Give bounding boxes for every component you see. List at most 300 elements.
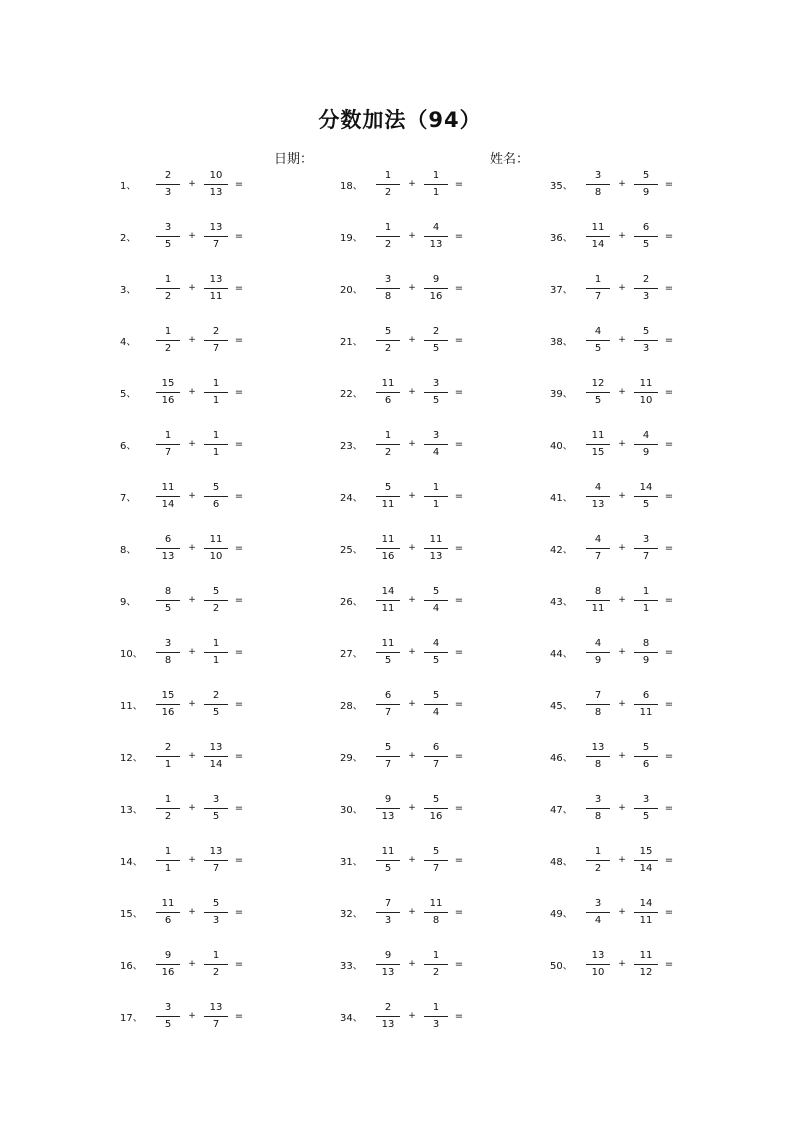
fraction-bar xyxy=(586,860,610,861)
fraction-bar xyxy=(586,340,610,341)
equals-sign: = xyxy=(234,230,244,242)
plus-sign: + xyxy=(188,179,196,189)
fraction-bar xyxy=(424,444,448,445)
problem-item xyxy=(340,210,540,262)
equals-sign: = xyxy=(234,750,244,762)
denominator: 9 xyxy=(594,654,602,666)
plus-sign: + xyxy=(408,1011,416,1021)
numerator: 9 xyxy=(164,949,172,961)
denominator: 7 xyxy=(212,862,220,874)
fraction-a xyxy=(154,430,182,459)
equals-sign: = xyxy=(664,646,674,658)
plus-sign: + xyxy=(618,491,626,501)
plus-sign: + xyxy=(408,699,416,709)
denominator: 2 xyxy=(432,966,440,978)
fraction-bar xyxy=(204,236,228,237)
numerator: 1 xyxy=(164,793,172,805)
numerator: 1 xyxy=(384,169,392,181)
problem-column-3 xyxy=(550,158,750,990)
equals-sign: = xyxy=(454,334,464,346)
problem-item xyxy=(550,366,750,418)
problem-number: 50、 xyxy=(550,960,573,972)
denominator: 13 xyxy=(429,238,443,250)
numerator: 8 xyxy=(642,637,650,649)
numerator: 5 xyxy=(432,689,440,701)
numerator: 4 xyxy=(594,533,602,545)
problem-number: 13、 xyxy=(120,804,143,816)
fraction-b xyxy=(202,274,230,303)
equals-sign: = xyxy=(454,802,464,814)
denominator: 16 xyxy=(429,810,443,822)
problem-number: 24、 xyxy=(340,492,363,504)
problem-item xyxy=(120,366,320,418)
problem-number: 11、 xyxy=(120,700,143,712)
fraction-a xyxy=(374,794,402,823)
denominator: 7 xyxy=(432,758,440,770)
fraction-b xyxy=(422,950,450,979)
numerator: 1 xyxy=(594,273,602,285)
equals-sign: = xyxy=(454,282,464,294)
numerator: 3 xyxy=(384,273,392,285)
equals-sign: = xyxy=(454,542,464,554)
denominator: 11 xyxy=(639,914,653,926)
plus-sign: + xyxy=(618,179,626,189)
fraction-bar xyxy=(634,392,658,393)
plus-sign: + xyxy=(408,907,416,917)
equals-sign: = xyxy=(454,1010,464,1022)
fraction-bar xyxy=(586,600,610,601)
fraction-bar xyxy=(156,184,180,185)
numerator: 5 xyxy=(432,845,440,857)
problem-column-1 xyxy=(120,158,320,1042)
plus-sign: + xyxy=(618,751,626,761)
fraction-bar xyxy=(156,860,180,861)
fraction-a xyxy=(584,326,612,355)
fraction-a xyxy=(154,742,182,771)
fraction-b xyxy=(422,430,450,459)
fraction-a xyxy=(374,430,402,459)
numerator: 5 xyxy=(212,481,220,493)
denominator: 5 xyxy=(642,498,650,510)
fraction-b xyxy=(632,378,660,407)
denominator: 10 xyxy=(591,966,605,978)
denominator: 13 xyxy=(381,966,395,978)
denominator: 8 xyxy=(164,654,172,666)
equals-sign: = xyxy=(234,906,244,918)
problem-number: 23、 xyxy=(340,440,363,452)
fraction-a xyxy=(374,1002,402,1031)
numerator: 9 xyxy=(384,793,392,805)
fraction-a xyxy=(154,170,182,199)
fraction-bar xyxy=(156,236,180,237)
fraction-bar xyxy=(586,964,610,965)
numerator: 5 xyxy=(642,325,650,337)
equals-sign: = xyxy=(664,854,674,866)
numerator: 11 xyxy=(161,481,175,493)
numerator: 11 xyxy=(639,949,653,961)
problem-item xyxy=(550,574,750,626)
plus-sign: + xyxy=(408,751,416,761)
fraction-a xyxy=(154,638,182,667)
denominator: 7 xyxy=(594,550,602,562)
problem-item xyxy=(340,470,540,522)
denominator: 4 xyxy=(432,602,440,614)
equals-sign: = xyxy=(234,178,244,190)
fraction-a xyxy=(374,274,402,303)
numerator: 4 xyxy=(594,481,602,493)
equals-sign: = xyxy=(664,230,674,242)
numerator: 11 xyxy=(161,897,175,909)
plus-sign: + xyxy=(618,959,626,969)
problem-number: 16、 xyxy=(120,960,143,972)
fraction-b xyxy=(202,222,230,251)
problem-item xyxy=(120,522,320,574)
problem-number: 30、 xyxy=(340,804,363,816)
fraction-bar xyxy=(424,912,448,913)
fraction-b xyxy=(422,274,450,303)
equals-sign: = xyxy=(234,1010,244,1022)
fraction-bar xyxy=(424,392,448,393)
problem-number: 17、 xyxy=(120,1012,143,1024)
numerator: 15 xyxy=(161,689,175,701)
numerator: 1 xyxy=(164,325,172,337)
equals-sign: = xyxy=(454,906,464,918)
fraction-bar xyxy=(156,392,180,393)
plus-sign: + xyxy=(618,335,626,345)
problem-item xyxy=(340,938,540,990)
fraction-a xyxy=(154,846,182,875)
fraction-b xyxy=(202,170,230,199)
equals-sign: = xyxy=(234,854,244,866)
fraction-bar xyxy=(376,860,400,861)
numerator: 14 xyxy=(381,585,395,597)
numerator: 14 xyxy=(639,897,653,909)
denominator: 11 xyxy=(381,602,395,614)
numerator: 2 xyxy=(164,169,172,181)
fraction-a xyxy=(584,482,612,511)
fraction-bar xyxy=(376,392,400,393)
denominator: 3 xyxy=(384,914,392,926)
problem-item xyxy=(340,366,540,418)
plus-sign: + xyxy=(618,439,626,449)
problem-item xyxy=(550,626,750,678)
fraction-b xyxy=(202,950,230,979)
denominator: 5 xyxy=(384,862,392,874)
equals-sign: = xyxy=(664,958,674,970)
problem-number: 40、 xyxy=(550,440,573,452)
equals-sign: = xyxy=(234,542,244,554)
fraction-b xyxy=(422,534,450,563)
fraction-b xyxy=(202,430,230,459)
fraction-a xyxy=(584,846,612,875)
fraction-bar xyxy=(586,756,610,757)
numerator: 13 xyxy=(209,845,223,857)
problem-item xyxy=(550,938,750,990)
fraction-b xyxy=(632,274,660,303)
fraction-a xyxy=(374,690,402,719)
fraction-bar xyxy=(634,808,658,809)
plus-sign: + xyxy=(408,231,416,241)
denominator: 8 xyxy=(594,186,602,198)
denominator: 6 xyxy=(212,498,220,510)
fraction-a xyxy=(374,222,402,251)
problem-item xyxy=(550,470,750,522)
denominator: 11 xyxy=(591,602,605,614)
numerator: 9 xyxy=(384,949,392,961)
numerator: 6 xyxy=(432,741,440,753)
fraction-b xyxy=(202,898,230,927)
plus-sign: + xyxy=(618,699,626,709)
problem-number: 35、 xyxy=(550,180,573,192)
fraction-bar xyxy=(156,548,180,549)
equals-sign: = xyxy=(234,594,244,606)
problem-number: 48、 xyxy=(550,856,573,868)
numerator: 2 xyxy=(432,325,440,337)
numerator: 5 xyxy=(642,741,650,753)
fraction-b xyxy=(632,898,660,927)
fraction-a xyxy=(154,1002,182,1031)
denominator: 7 xyxy=(212,342,220,354)
fraction-bar xyxy=(204,184,228,185)
problem-item xyxy=(550,210,750,262)
numerator: 1 xyxy=(432,949,440,961)
problem-item xyxy=(120,470,320,522)
problem-number: 45、 xyxy=(550,700,573,712)
numerator: 8 xyxy=(594,585,602,597)
numerator: 15 xyxy=(639,845,653,857)
numerator: 1 xyxy=(384,221,392,233)
denominator: 5 xyxy=(164,1018,172,1030)
problem-item xyxy=(340,262,540,314)
fraction-a xyxy=(374,482,402,511)
denominator: 2 xyxy=(164,810,172,822)
denominator: 11 xyxy=(639,706,653,718)
fraction-b xyxy=(202,378,230,407)
denominator: 11 xyxy=(381,498,395,510)
equals-sign: = xyxy=(664,178,674,190)
fraction-a xyxy=(584,742,612,771)
equals-sign: = xyxy=(234,646,244,658)
numerator: 11 xyxy=(381,637,395,649)
denominator: 8 xyxy=(594,706,602,718)
fraction-bar xyxy=(156,496,180,497)
problem-number: 29、 xyxy=(340,752,363,764)
plus-sign: + xyxy=(618,803,626,813)
numerator: 2 xyxy=(164,741,172,753)
denominator: 13 xyxy=(381,1018,395,1030)
denominator: 9 xyxy=(642,186,650,198)
fraction-bar xyxy=(634,964,658,965)
problem-number: 36、 xyxy=(550,232,573,244)
equals-sign: = xyxy=(454,958,464,970)
problem-number: 46、 xyxy=(550,752,573,764)
equals-sign: = xyxy=(664,802,674,814)
fraction-b xyxy=(202,1002,230,1031)
numerator: 5 xyxy=(642,169,650,181)
problem-item xyxy=(120,158,320,210)
denominator: 14 xyxy=(161,498,175,510)
fraction-bar xyxy=(634,184,658,185)
numerator: 5 xyxy=(384,741,392,753)
plus-sign: + xyxy=(188,543,196,553)
equals-sign: = xyxy=(454,230,464,242)
fraction-b xyxy=(632,586,660,615)
fraction-bar xyxy=(204,496,228,497)
denominator: 12 xyxy=(639,966,653,978)
denominator: 16 xyxy=(381,550,395,562)
fraction-bar xyxy=(156,964,180,965)
numerator: 9 xyxy=(432,273,440,285)
fraction-bar xyxy=(424,808,448,809)
fraction-bar xyxy=(376,1016,400,1017)
numerator: 4 xyxy=(642,429,650,441)
problem-item xyxy=(550,730,750,782)
numerator: 12 xyxy=(591,377,605,389)
problem-item xyxy=(340,418,540,470)
fraction-bar xyxy=(586,704,610,705)
problem-number: 7、 xyxy=(120,492,137,504)
fraction-bar xyxy=(634,704,658,705)
problem-number: 39、 xyxy=(550,388,573,400)
denominator: 11 xyxy=(209,290,223,302)
plus-sign: + xyxy=(618,647,626,657)
numerator: 11 xyxy=(381,377,395,389)
numerator: 13 xyxy=(591,741,605,753)
denominator: 5 xyxy=(594,394,602,406)
fraction-bar xyxy=(424,704,448,705)
numerator: 3 xyxy=(212,793,220,805)
fraction-bar xyxy=(156,444,180,445)
fraction-bar xyxy=(376,236,400,237)
denominator: 7 xyxy=(432,862,440,874)
problem-number: 26、 xyxy=(340,596,363,608)
fraction-a xyxy=(374,846,402,875)
equals-sign: = xyxy=(234,958,244,970)
fraction-a xyxy=(154,534,182,563)
fraction-a xyxy=(374,378,402,407)
numerator: 1 xyxy=(212,377,220,389)
numerator: 11 xyxy=(429,897,443,909)
problem-item xyxy=(120,886,320,938)
plus-sign: + xyxy=(618,595,626,605)
fraction-a xyxy=(584,950,612,979)
fraction-a xyxy=(584,274,612,303)
fraction-b xyxy=(202,586,230,615)
fraction-a xyxy=(584,794,612,823)
numerator: 11 xyxy=(591,221,605,233)
denominator: 6 xyxy=(384,394,392,406)
denominator: 8 xyxy=(594,758,602,770)
problem-item xyxy=(340,314,540,366)
problem-item xyxy=(340,522,540,574)
problem-number: 42、 xyxy=(550,544,573,556)
equals-sign: = xyxy=(664,334,674,346)
denominator: 13 xyxy=(209,186,223,198)
problem-item xyxy=(340,626,540,678)
fraction-bar xyxy=(424,964,448,965)
denominator: 5 xyxy=(432,394,440,406)
denominator: 5 xyxy=(212,810,220,822)
fraction-bar xyxy=(634,652,658,653)
problem-item xyxy=(340,574,540,626)
problem-number: 25、 xyxy=(340,544,363,556)
numerator: 1 xyxy=(164,273,172,285)
problem-number: 21、 xyxy=(340,336,363,348)
worksheet-title: 分数加法（94） xyxy=(318,108,482,132)
problem-number: 31、 xyxy=(340,856,363,868)
problem-number: 10、 xyxy=(120,648,143,660)
numerator: 2 xyxy=(384,1001,392,1013)
fraction-b xyxy=(202,482,230,511)
fraction-b xyxy=(632,690,660,719)
equals-sign: = xyxy=(454,750,464,762)
fraction-b xyxy=(632,534,660,563)
equals-sign: = xyxy=(454,438,464,450)
equals-sign: = xyxy=(454,490,464,502)
name-label: 姓名： xyxy=(490,152,530,167)
fraction-b xyxy=(422,170,450,199)
fraction-bar xyxy=(586,288,610,289)
fraction-b xyxy=(422,586,450,615)
fraction-bar xyxy=(586,548,610,549)
denominator: 2 xyxy=(384,186,392,198)
numerator: 4 xyxy=(432,221,440,233)
fraction-bar xyxy=(634,236,658,237)
fraction-bar xyxy=(424,236,448,237)
date-label: 日期： xyxy=(274,152,314,167)
denominator: 5 xyxy=(642,238,650,250)
problem-item xyxy=(120,730,320,782)
fraction-bar xyxy=(634,548,658,549)
problem-number: 32、 xyxy=(340,908,363,920)
fraction-a xyxy=(154,898,182,927)
fraction-b xyxy=(632,846,660,875)
fraction-bar xyxy=(376,288,400,289)
denominator: 16 xyxy=(161,394,175,406)
equals-sign: = xyxy=(234,438,244,450)
numerator: 11 xyxy=(381,533,395,545)
numerator: 1 xyxy=(432,169,440,181)
equals-sign: = xyxy=(234,386,244,398)
denominator: 5 xyxy=(594,342,602,354)
fraction-bar xyxy=(204,288,228,289)
fraction-b xyxy=(202,846,230,875)
fraction-bar xyxy=(586,184,610,185)
fraction-bar xyxy=(156,808,180,809)
fraction-bar xyxy=(586,392,610,393)
fraction-bar xyxy=(424,184,448,185)
problem-number: 43、 xyxy=(550,596,573,608)
problem-item xyxy=(120,834,320,886)
fraction-a xyxy=(374,950,402,979)
plus-sign: + xyxy=(188,647,196,657)
numerator: 15 xyxy=(161,377,175,389)
plus-sign: + xyxy=(408,335,416,345)
plus-sign: + xyxy=(408,491,416,501)
fraction-b xyxy=(422,482,450,511)
denominator: 13 xyxy=(591,498,605,510)
fraction-bar xyxy=(424,340,448,341)
denominator: 7 xyxy=(212,238,220,250)
equals-sign: = xyxy=(234,698,244,710)
denominator: 1 xyxy=(212,654,220,666)
fraction-bar xyxy=(204,340,228,341)
equals-sign: = xyxy=(234,490,244,502)
fraction-bar xyxy=(204,964,228,965)
fraction-b xyxy=(632,170,660,199)
fraction-bar xyxy=(586,652,610,653)
fraction-bar xyxy=(586,808,610,809)
